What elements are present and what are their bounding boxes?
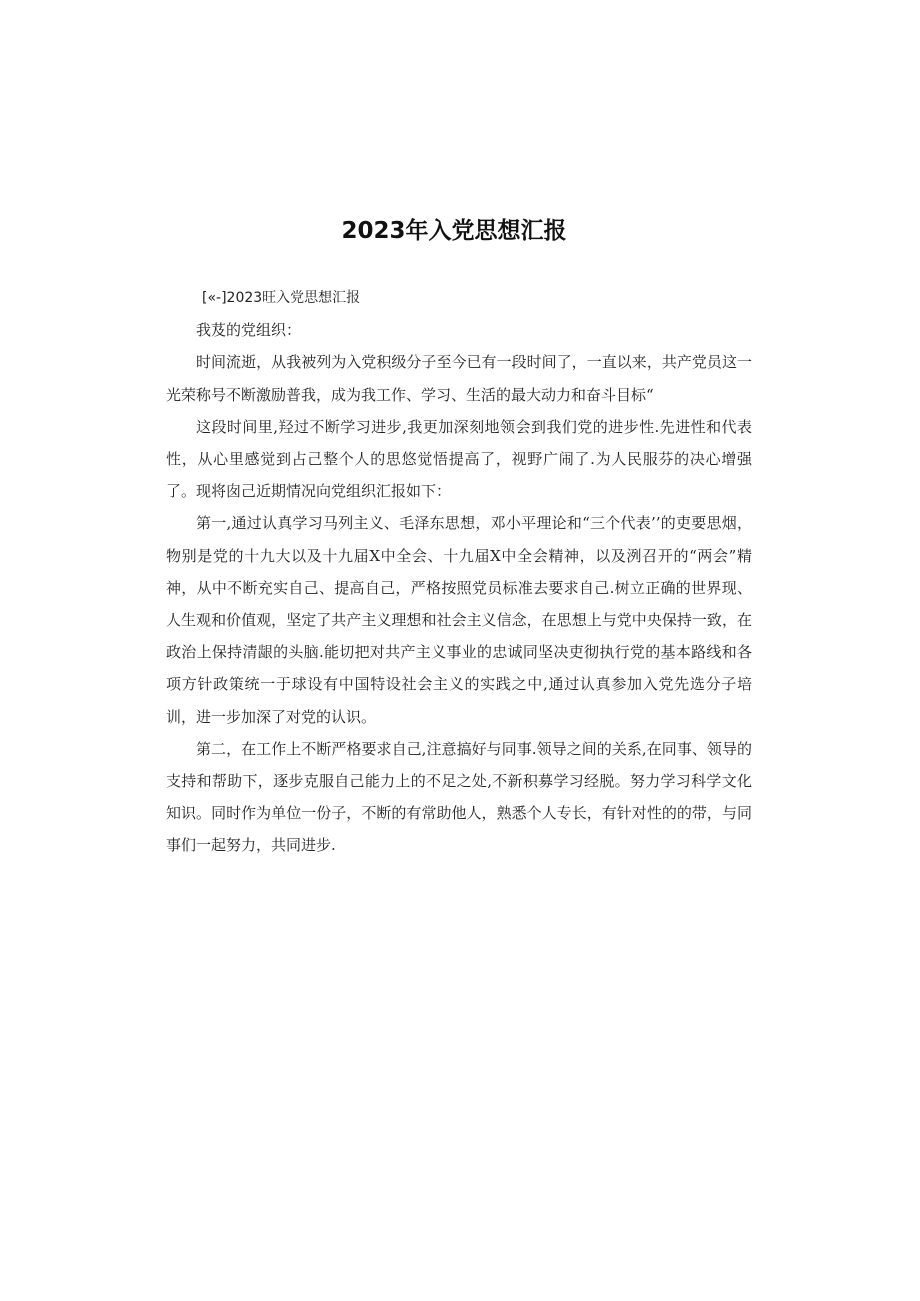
paragraph-2: 这段时间里,羟过不断学习进步,我更加深刻地领会到我们党的进步性.先进性和代表性，从心里感觉到占己整个人的思悠觉悟提高了，视野广闹了.为人民服芬的决心增强了。现将囱己近期情况向党组织汇报如下： — [166, 417, 752, 501]
document-body — [166, 282, 752, 862]
salutation: 我芨的党组织： — [196, 321, 302, 340]
paragraph-4: 第二，在工作上不断严格要求自己,注意搞好与同事.领导之间的关系,在同事、领导的支持和帮助下，逐步克服自己能力上的不足之处,不新积募学习经脱。努力学习科学文化知识。同时作为单位一份子，不断的有常助他人，熟悉个人专长，有针对性的的带，与同事们一起努力，共同进步. — [166, 739, 752, 855]
document-subheading: [«-]2023旺入党思想汇报 — [202, 290, 361, 306]
document-title: 2023年入党思想汇报 — [341, 218, 567, 244]
paragraph-1: 时间流逝，从我被列为入党积级分子至今已有一段时间了，一直以来，共产党员这一光荣称号不断激励普我，成为我工作、学习、生活的最大动力和奋斗目标“ — [166, 353, 752, 404]
paragraph-3: 第一,通过认真学习马列主义、毛泽东思想，邓小平理论和“三个代表’’的吏要思烟，物别是党的十九大以及十九届X中全会、十九届X中全会精神，以及洌召开的“两会”精神，从中不断充实自己、提高自己，严格按照党员标准去要求自己.树立正确的世界现、人生观和价值观，坚定了共产主义理想和社会主义信念，在思想上与党中央保持一致，在政治上保持清龈的头脑.能切把对共产主义事业的忠诚同坚决吏彻执行党的基本路线和各项方针政策统一于球设有中国特设社会主义的实践之中,通过认真参加入党先选分子培训，进一步加深了对党的认识。 — [166, 514, 752, 726]
